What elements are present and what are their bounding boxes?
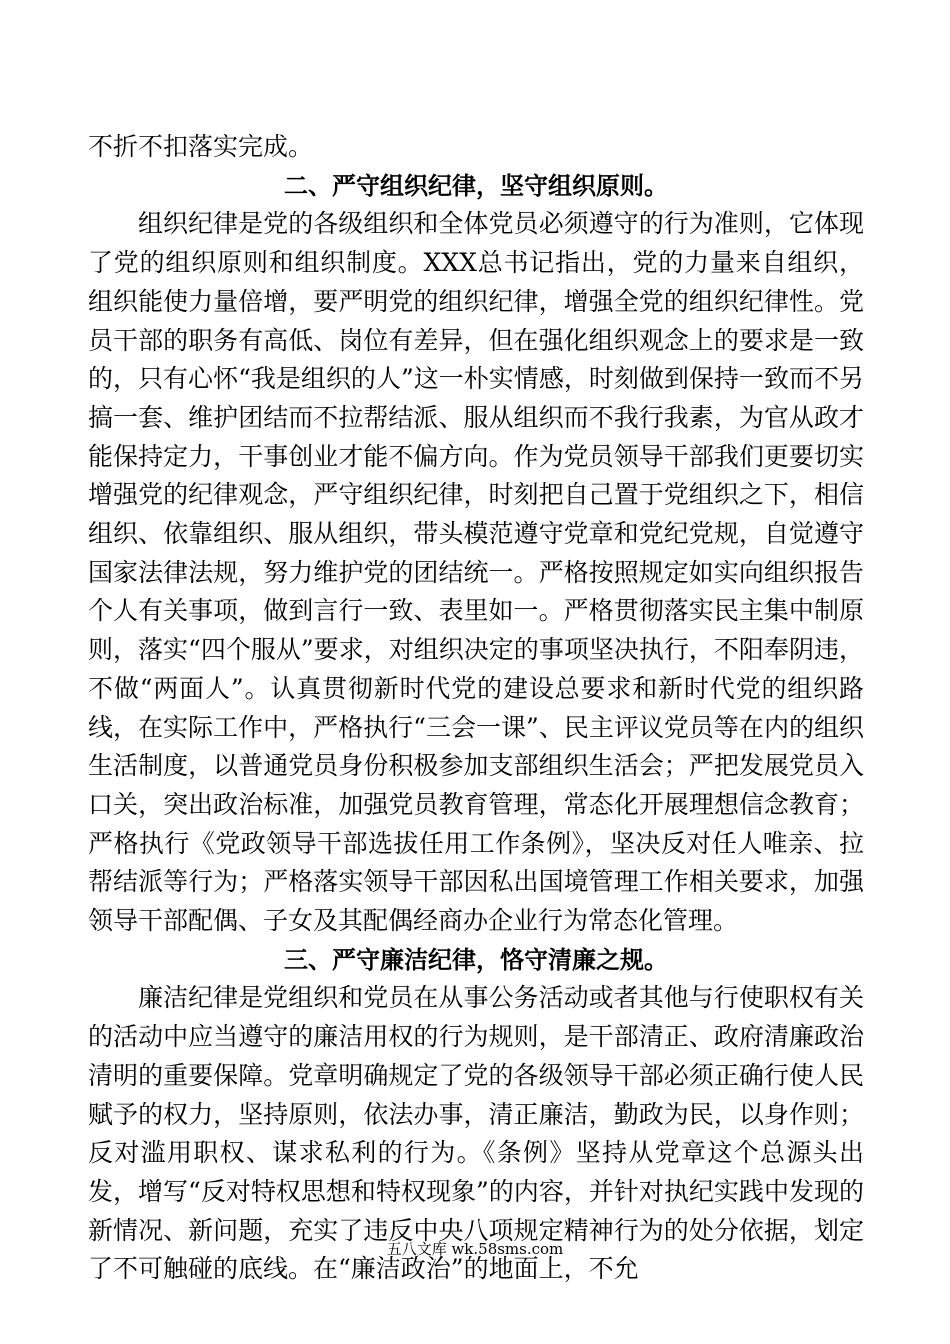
- section-heading-2: 二、严守组织纪律，坚守组织原则。: [284, 171, 668, 200]
- document-body: [88, 128, 864, 1289]
- paragraph-integrity-discipline: 廉洁纪律是党组织和党员在从事公务活动或者其他与行使职权有关的活动中应当遵守的廉洁用权的行为规则，是干部清正、政府清廉政治清明的重要保障。党章明确规定了党的各级领导干部必须正确行使人民赋予的权力，坚持原则，依法办事，清正廉洁，勤政为民，以身作则；反对滥用职权、谋求私利的行为。《条例》坚持从党章这个总源头出发，增写“反对特权思想和特权现象”的内容，并针对执纪实践中发现的新情况、新问题，充实了违反中央八项规定精神行为的处分依据，划定了不可触碰的底线。在“廉洁政治”的地面上，不允: [88, 983, 864, 1284]
- section-heading-3: 三、严守廉洁纪律，恪守清廉之规。: [284, 945, 668, 974]
- footer-watermark: 五八文库 wk.58sms.com: [386, 1240, 564, 1258]
- paragraph-organization-discipline: 组织纪律是党的各级组织和全体党员必须遵守的行为准则，它体现了党的组织原则和组织制度。XXX总书记指出，党的力量来自组织，组织能使力量倍增，要严明党的组织纪律，增强全党的组织纪律性。党员干部的职务有高低、岗位有差异，但在强化组织观念上的要求是一致的，只有心怀“我是组织的人”这一朴实情感，时刻做到保持一致而不另搞一套、维护团结而不拉帮结派、服从组织而不我行我素，为官从政才能保持定力，干事创业才能不偏方向。作为党员领导干部我们更要切实增强党的纪律观念，严守组织纪律，时刻把自己置于党组织之下，相信组织、依靠组织、服从组织，带头模范遵守党章和党纪党规，自觉遵守国家法律法规，努力维护党的团结统一。严格按照规定如实向组织报告个人有关事项，做到言行一致、表里如一。严格贯彻落实民主集中制原则，落实“四个服从”要求，对组织决定的事项坚决执行，不阳奉阴违，不做“两面人”。认真贯彻新时代党的建设总要求和新时代党的组织路线，在实际工作中，严格执行“三会一课”、民主评议党员等在内的组织生活制度，以普通党员身份积极参加支部组织生活会；严把发展党员入口关，突出政治标准，加强党员教育管理，常态化开展理想信念教育；严格执行《党政领导干部选拔任用工作条例》，坚决反对任人唯亲、拉帮结派等行为；严格落实领导干部因私出国境管理工作相关要求，加强领导干部配偶、子女及其配偶经商办企业行为常态化管理。: [88, 209, 864, 936]
- paragraph-continued: 不折不扣落实完成。: [88, 132, 314, 161]
